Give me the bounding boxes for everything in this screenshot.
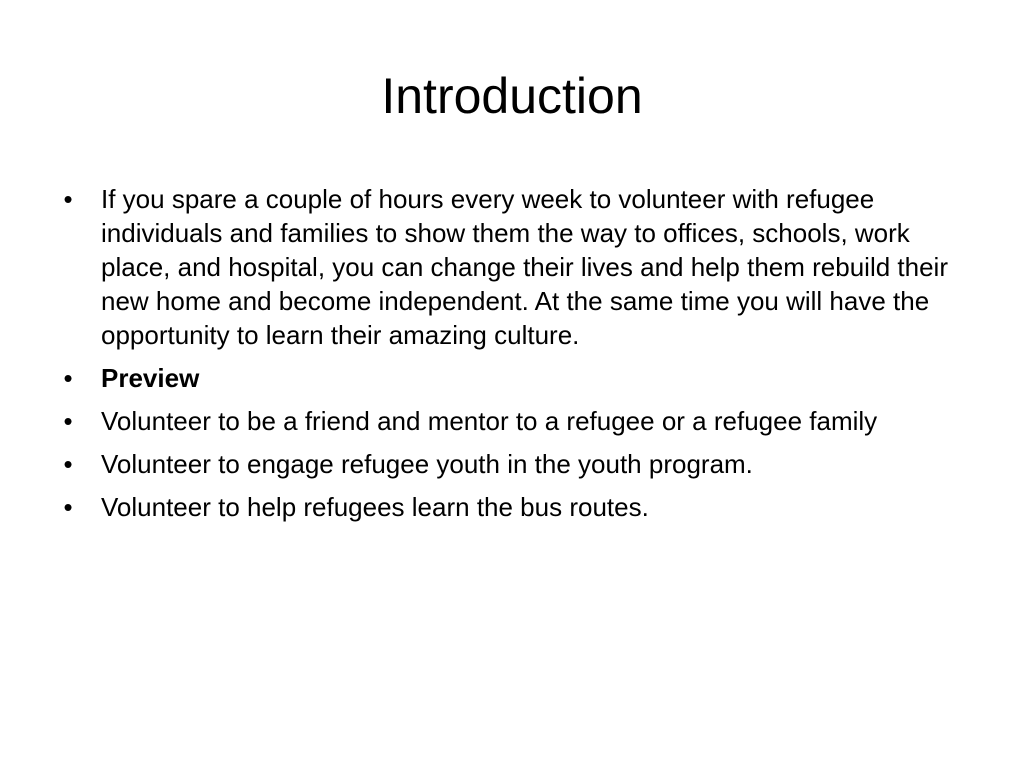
- bullet-item-intro: [58, 182, 968, 352]
- bullet-text: If you spare a couple of hours every week to volunteer with refugee individuals and families to show them the way to offices, schools, work place, and hospital, you can change their lives and help them rebuild their new home and become independent. At the same time you will have the opportunity to learn their amazing culture.: [101, 184, 948, 350]
- bullet-icon: •: [63, 184, 73, 214]
- bullet-icon: •: [63, 492, 73, 522]
- bullet-text: Volunteer to help refugees learn the bus routes.: [101, 492, 649, 522]
- bullet-item-preview: [58, 361, 968, 395]
- bullet-list: [58, 182, 968, 533]
- bullet-text: Volunteer to be a friend and mentor to a refugee or a refugee family: [101, 406, 878, 436]
- slide-title: Introduction: [381, 68, 643, 124]
- bullet-icon: •: [63, 406, 73, 436]
- bullet-text: Volunteer to engage refugee youth in the youth program.: [101, 449, 753, 479]
- bullet-item-mentor: [58, 404, 968, 438]
- bullet-icon: •: [63, 449, 73, 479]
- bullet-item-bus: [58, 490, 968, 524]
- bullet-text: Preview: [101, 363, 200, 393]
- bullet-item-youth: [58, 447, 968, 481]
- bullet-icon: •: [63, 363, 73, 393]
